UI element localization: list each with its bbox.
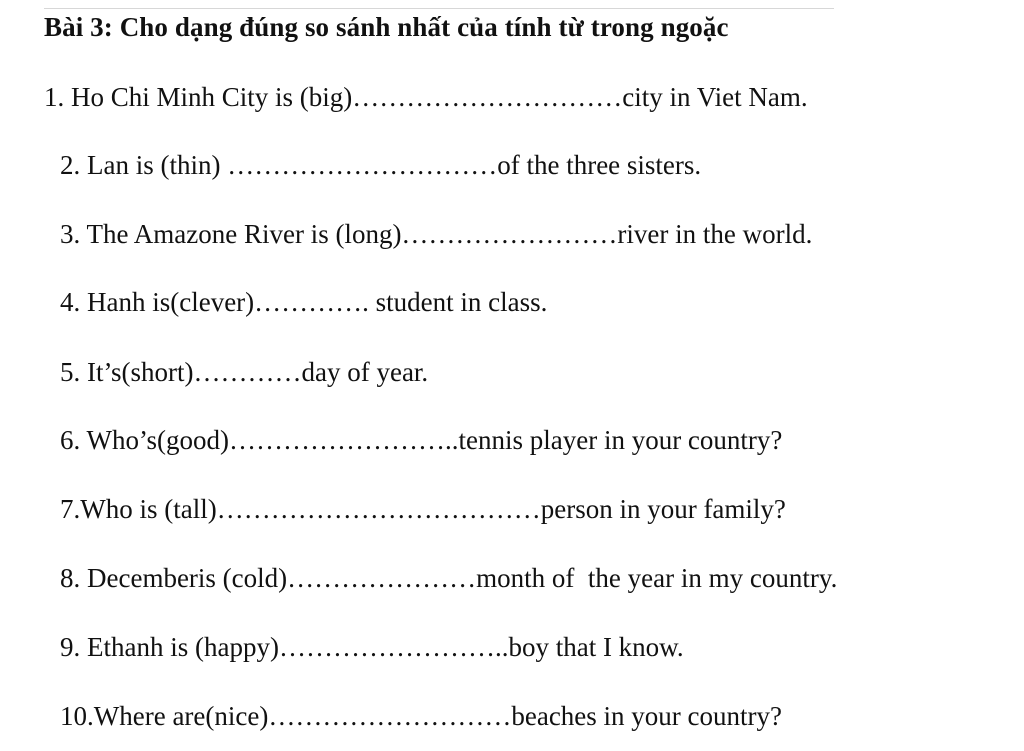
exercise-text-1: 1. Ho Chi Minh City is (big)…………………………city in Viet Nam. xyxy=(44,82,808,112)
exercise-text-4: 4. Hanh is(clever)…………. student in class. xyxy=(60,287,548,317)
top-divider xyxy=(44,8,834,9)
exercise-item-9 xyxy=(60,632,684,663)
exercise-text-6: 6. Who’s(good)……………………..tennis player in your country? xyxy=(60,425,783,455)
exercise-text-3: 3. The Amazone River is (long)……………………river in the world. xyxy=(60,219,813,249)
exercise-item-7 xyxy=(60,494,786,525)
exercise-text-9: 9. Ethanh is (happy)……………………..boy that I know. xyxy=(60,632,684,662)
exercise-text-10: 10.Where are(nice)………………………beaches in your country? xyxy=(60,701,782,731)
exercise-title: Bài 3: Cho dạng đúng so sánh nhất của tính từ trong ngoặc xyxy=(44,12,729,42)
exercise-item-2 xyxy=(60,150,701,181)
exercise-item-5 xyxy=(60,357,428,388)
exercise-item-3 xyxy=(60,219,812,250)
exercise-item-1 xyxy=(44,82,808,113)
exercise-text-7: 7.Who is (tall)………………………………person in your family? xyxy=(60,494,786,524)
exercise-item-6 xyxy=(60,425,782,456)
exercise-text-5: 5. It’s(short)…………day of year. xyxy=(60,357,429,387)
exercise-text-8: 8. Decemberis (cold)…………………month of the year in my country. xyxy=(60,563,838,593)
exercise-text-2: 2. Lan is (thin) …………………………of the three sisters. xyxy=(60,150,702,180)
exercise-item-8 xyxy=(60,563,837,594)
exercise-item-4 xyxy=(60,287,547,318)
exercise-item-10 xyxy=(60,701,782,732)
